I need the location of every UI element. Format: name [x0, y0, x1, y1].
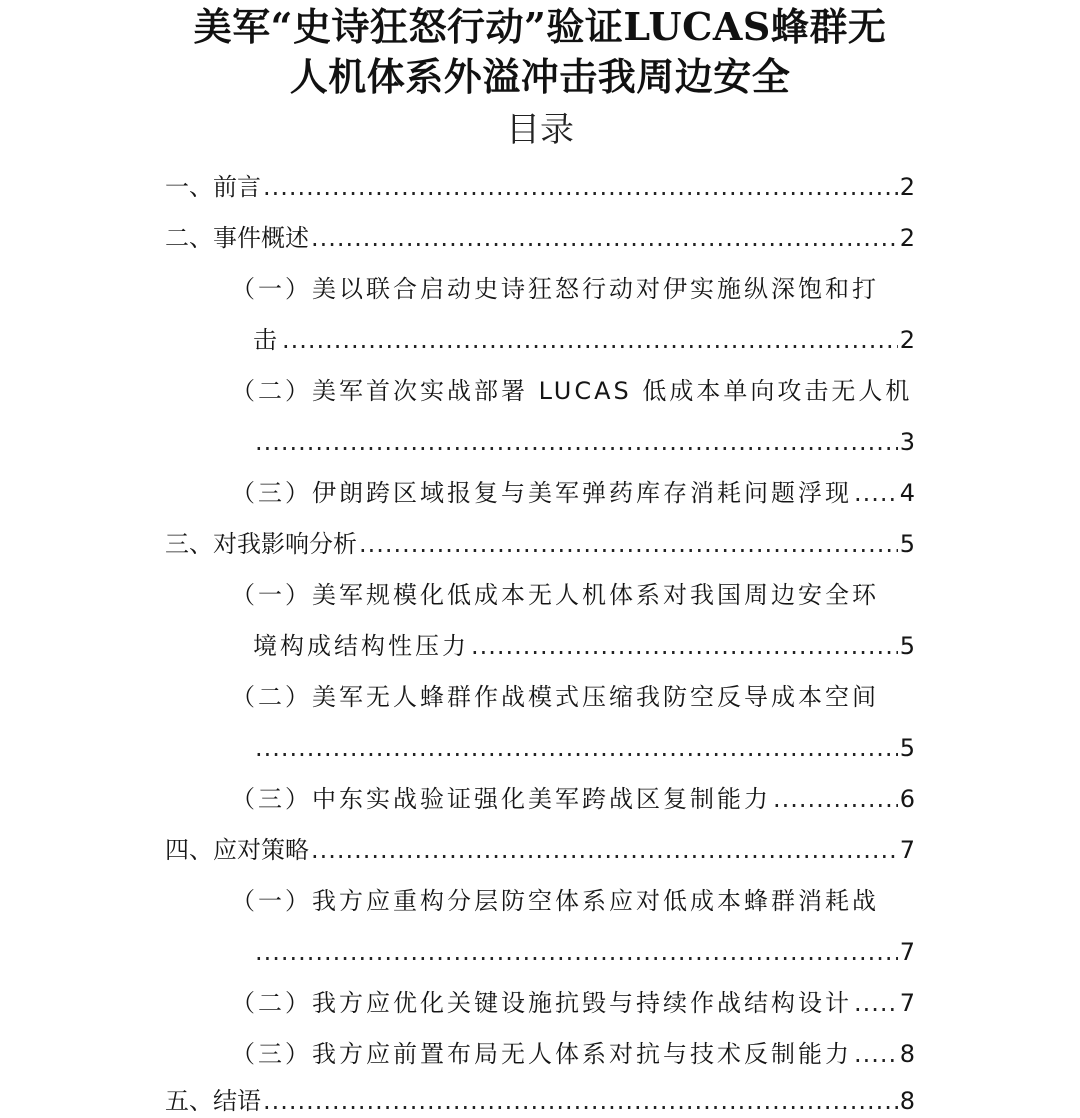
toc-entry-label: 五、结语 — [165, 1087, 261, 1115]
toc-entry-label: 二、事件概述 — [165, 224, 309, 252]
toc-page-number: 5 — [899, 632, 915, 660]
toc-entry-label: （二）我方应优化关键设施抗毁与持续作战结构设计 — [231, 989, 852, 1017]
toc-subentry-first-line[interactable]: （一）美以联合启动史诗狂怒行动对伊实施纵深饱和打 — [231, 275, 879, 303]
toc-page-number: 8 — [899, 1087, 915, 1115]
toc-subentry-first-line[interactable]: （二）美军首次实战部署 LUCAS 低成本单向攻击无人机 — [231, 377, 913, 405]
toc-page-number: 5 — [899, 530, 915, 558]
toc-subentry-continuation[interactable] — [253, 623, 915, 663]
toc-leader-dots — [854, 986, 898, 1020]
toc-leader-dots — [854, 1037, 898, 1071]
toc-subentry[interactable] — [231, 470, 915, 510]
toc-entry-label: 三、对我影响分析 — [165, 530, 357, 558]
toc-subentry-first-line[interactable]: （二）美军无人蜂群作战模式压缩我防空反导成本空间 — [231, 683, 879, 711]
toc-entry-conclusion[interactable] — [165, 1078, 915, 1118]
toc-subentry-continuation[interactable] — [253, 725, 915, 765]
toc-entry-label: 一、前言 — [165, 173, 261, 201]
toc-leader-dots — [282, 323, 898, 357]
toc-page-number: 4 — [899, 479, 915, 507]
toc-entry-label: （三）中东实战验证强化美军跨战区复制能力 — [231, 785, 771, 813]
toc-page-number: 8 — [899, 1040, 915, 1068]
document-title-line1: 美军“史诗狂怒行动”验证LUCAS蜂群无 — [193, 4, 887, 49]
toc-page-number: 7 — [899, 836, 915, 864]
toc-subentry-continuation[interactable] — [253, 317, 915, 357]
toc-page-number: 5 — [899, 734, 915, 762]
toc-subentry[interactable] — [231, 1031, 915, 1071]
toc-leader-dots — [255, 731, 898, 765]
toc-leader-dots — [263, 170, 898, 204]
toc-heading: 目录 — [506, 110, 574, 150]
toc-entry-preface[interactable] — [165, 164, 915, 204]
toc-leader-dots — [255, 935, 898, 969]
toc-leader-dots — [311, 833, 898, 867]
toc-page-number: 2 — [899, 173, 915, 201]
toc-subentry-first-line[interactable]: （一）美军规模化低成本无人机体系对我国周边安全环 — [231, 581, 879, 609]
toc-entry-label: （三）伊朗跨区域报复与美军弹药库存消耗问题浮现 — [231, 479, 852, 507]
toc-leader-dots — [263, 1084, 898, 1118]
toc-leader-dots — [773, 782, 898, 816]
toc-subentry-first-line[interactable]: （一）我方应重构分层防空体系应对低成本蜂群消耗战 — [231, 887, 879, 915]
toc-entry-countermeasures[interactable] — [165, 827, 915, 867]
toc-page-number: 7 — [899, 938, 915, 966]
toc-entry-label: 四、应对策略 — [165, 836, 309, 864]
toc-page-number: 6 — [899, 785, 915, 813]
toc-entry-event-overview[interactable] — [165, 215, 915, 255]
toc-entry-label: 境构成结构性压力 — [253, 632, 469, 660]
toc-entry-label: （三）我方应前置布局无人体系对抗与技术反制能力 — [231, 1040, 852, 1068]
toc-page-number: 7 — [899, 989, 915, 1017]
toc-subentry[interactable] — [231, 980, 915, 1020]
toc-page-number: 2 — [899, 224, 915, 252]
toc-page-number: 3 — [899, 428, 915, 456]
document-title-line2: 人机体系外溢冲击我周边安全 — [289, 54, 791, 99]
toc-subentry-continuation[interactable] — [253, 929, 915, 969]
toc-leader-dots — [359, 527, 898, 561]
toc-entry-label: 击 — [253, 326, 280, 354]
toc-leader-dots — [311, 221, 898, 255]
toc-leader-dots — [854, 476, 898, 510]
toc-leader-dots — [471, 629, 898, 663]
toc-entry-impact-analysis[interactable] — [165, 521, 915, 561]
toc-subentry[interactable] — [231, 776, 915, 816]
toc-leader-dots — [255, 425, 898, 459]
toc-subentry-continuation[interactable] — [253, 419, 915, 459]
toc-page-number: 2 — [899, 326, 915, 354]
